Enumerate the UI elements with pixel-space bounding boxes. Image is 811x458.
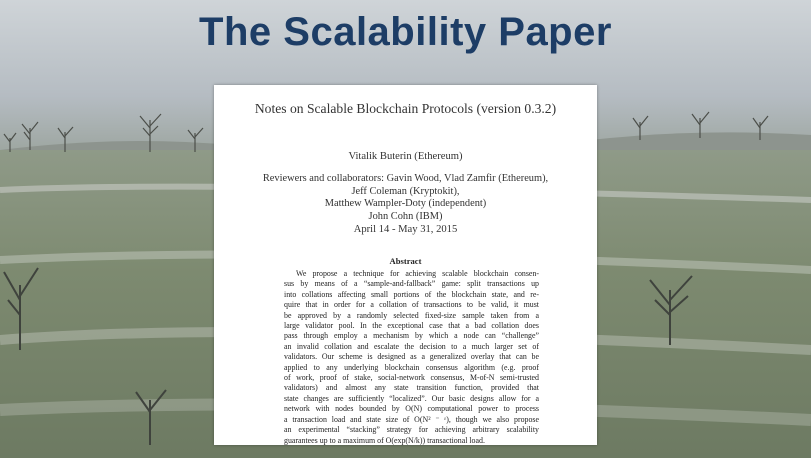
reviewers-line: Reviewers and collaborators: Gavin Wood, Vlad Zamfir (Ethereum),: [262, 173, 549, 184]
slide-title: The Scalability Paper: [199, 10, 612, 54]
abstract-line: quire that in order for a collation of transactions to be valid, it must: [284, 300, 539, 310]
paper-date: April 14 - May 31, 2015: [353, 224, 458, 235]
paper-author: Vitalik Buterin (Ethereum): [348, 151, 463, 162]
reviewers-line: Matthew Wampler-Doty (independent): [324, 198, 487, 209]
abstract-line: be approved by a randomly selected fixed-size sample taken from a: [284, 310, 539, 320]
abstract-line: an invalid collation and escalate the decision to a much larger set of: [284, 341, 539, 351]
paper-reviewers: [254, 173, 557, 223]
reviewers-line: Jeff Coleman (Kryptokit),: [351, 185, 460, 197]
abstract-line: pass through employ a mechanism by which a node can “challenge”: [284, 331, 539, 341]
abstract-line: of work, proof of stake, social-network consensus, M-of-N semi-trusted: [284, 373, 539, 383]
abstract-line: network with nodes bounded by O(N) computational power to process: [284, 404, 539, 414]
reviewers-line: John Cohn (IBM): [368, 210, 443, 222]
abstract-line: applied to any underlying blockchain consensus algorithm (e.g. proof: [284, 362, 539, 372]
abstract-line: state changes are sufficiently “localized”. Our basic designs allow for a: [284, 393, 539, 403]
abstract-line: guarantees up to a maximum of O(exp(N/k)) transactional load.: [284, 435, 485, 445]
abstract-line: into collations affecting small portions of the blockchain state, and re-: [284, 289, 539, 299]
abstract-line: a transaction load and state size of O(N² ⁻ ᵋ), though we also propose: [284, 414, 539, 424]
abstract-line: an experimental “stacking” strategy for achieving arbitrary scalability: [284, 425, 539, 435]
abstract-line: validators) and almost any state transition function, provided that: [284, 383, 539, 393]
abstract-line: validators. Our scheme is designed as a generalized overlay that can be: [284, 352, 539, 362]
abstract-heading: Abstract: [389, 256, 422, 266]
abstract-line: sus by means of a “sample-and-fallback” game: split transactions up: [284, 279, 539, 289]
paper-title: Notes on Scalable Blockchain Protocols (version 0.3.2): [254, 101, 557, 116]
abstract-line: We propose a technique for achieving scalable blockchain consen-: [296, 269, 539, 278]
abstract-line: large validator pool. In the exceptional case that a bad collation does: [284, 321, 539, 331]
abstract-body: [284, 269, 539, 445]
paper-page: [214, 85, 597, 445]
